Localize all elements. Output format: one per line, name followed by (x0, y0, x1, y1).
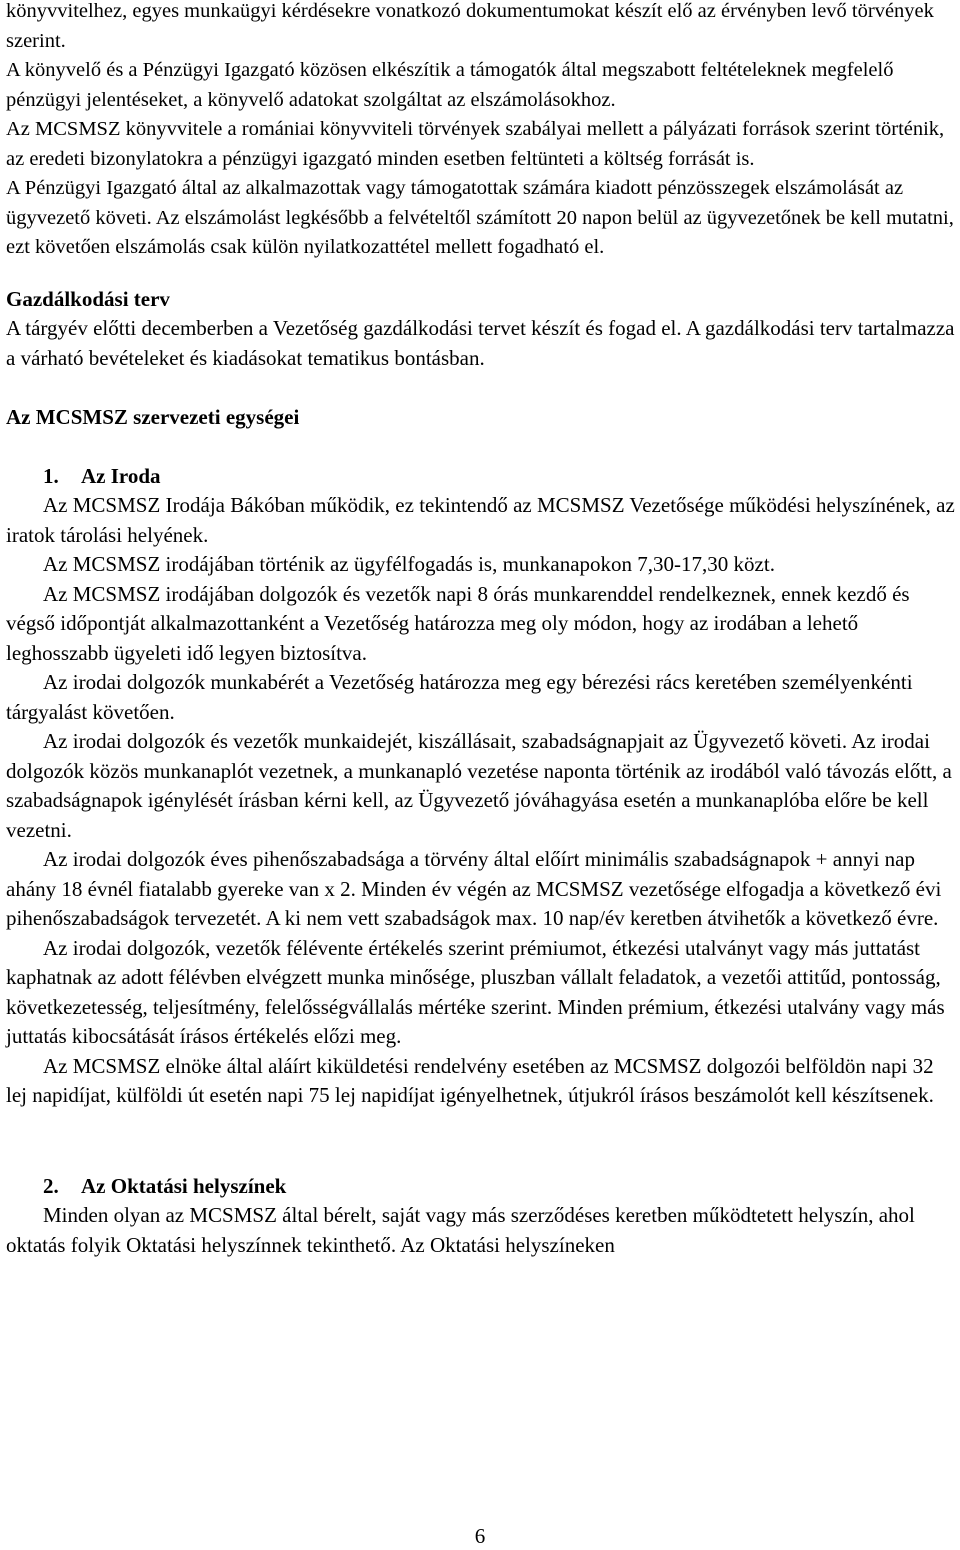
office-title: Az Iroda (81, 463, 161, 488)
units-heading: Az MCSMSZ szervezeti egységei (6, 405, 300, 429)
education-title: Az Oktatási helyszínek (81, 1173, 287, 1198)
intro-paragraph-reports: A könyvelő és a Pénzügyi Igazgató közösen elkészítik a támogatók által megszabott feltételeknek megfelelő pénzügyi jelentéseket, a könyvelő adatokat szolgáltat az elszámolásokhoz. (6, 59, 894, 111)
budget-heading: Gazdálkodási terv (6, 286, 170, 311)
education-heading (6, 1172, 956, 1202)
education-paragraph: Minden olyan az MCSMSZ által bérelt, saját vagy más szerződéses keretben működtetett helyszín, ahol oktatás folyik Oktatási helyszínnek tekinthető. Az Oktatási helyszíneken (6, 1203, 915, 1257)
intro-paragraph-bookkeeping: Az MCSMSZ könyvvitele a romániai könyvviteli törvények szabályai mellett a pályázati források szerint történik, az eredeti bizonylatokra a pénzügyi igazgató minden esetben feltünteti a költség forrását is. (6, 118, 945, 170)
office-heading (6, 462, 956, 492)
budget-paragraph: A tárgyév előtti decemberben a Vezetőség gazdálkodási tervet készít és fogad el. A gazdálkodási terv tartalmazza a várható bevételeket és kiadásokat tematikus bontásban. (6, 316, 955, 370)
office-section (6, 491, 956, 1111)
office-paragraph-hours: Az MCSMSZ irodájában történik az ügyfélfogadás is, munkanapokon 7,30-17,30 közt. (43, 552, 775, 576)
office-paragraph-location: Az MCSMSZ Irodája Bákóban működik, ez tekintendő az MCSMSZ Vezetősége működési helyszínének, az iratok tárolási helyének. (6, 493, 955, 547)
page-number: 6 (474, 1524, 486, 1548)
office-paragraph-salary: Az irodai dolgozók munkabérét a Vezetőség határozza meg egy bérezési rács keretében személyenkénti tárgyalást követően. (6, 670, 913, 724)
office-paragraph-per-diem: Az MCSMSZ elnöke által aláírt kiküldetési rendelvény esetében az MCSMSZ dolgozói belföldön napi 32 lej napidíjat, külföldi út esetén napi 75 lej napidíjat igényelhetnek, útjukról írásos beszámolót kell készítsenek. (6, 1053, 934, 1107)
office-number: 1. (43, 463, 59, 488)
office-paragraph-leave: Az irodai dolgozók éves pihenőszabadsága a törvény által előírt minimális szabadságnapok + annyi nap ahány 18 évnél fiatalabb gyereke van x 2. Minden év végén az MCSMSZ vezetősége elfogadja a következő évi pihenőszabadságok tervezetét. A ki nem vett szabadságok max. 10 nap/év keretben átvihetők a következő évre. (6, 847, 942, 930)
document-page (6, 0, 956, 1260)
education-number: 2. (43, 1173, 59, 1198)
intro-paragraph-settlement: A Pénzügyi Igazgató által az alkalmazottak vagy támogatottak számára kiadott pénzösszegek elszámolását az ügyvezető követi. Az elszámolást legkésőbb a felvételtől számított 20 napon belül az ügyvezetőnek be kell mutatni, ezt követően elszámolás csak külön nyilatkozattétel mellett fogadható el. (6, 177, 954, 258)
office-paragraph-bonus: Az irodai dolgozók, vezetők félévente értékelés szerint prémiumot, étkezési utalványt vagy más juttatást kaphatnak az adott félévben elvégzett munka minősége, pluszban vállalt feladatok, a vezetői attitűd, pontosság, következetesség, teljesítmény, felelősségvállalás mértéke szerint. Minden prémium, étkezési utalvány vagy más juttatás kibocsátását írásos értékelés előzi meg. (6, 935, 945, 1048)
office-paragraph-schedule: Az MCSMSZ irodájában dolgozók és vezetők napi 8 órás munkarenddel rendelkeznek, ennek kezdő és végső időpontját alkalmazottanként a Vezetőség határozza meg oly módon, hogy az irodában a lehető leghosszabb ügyeleti idő legyen biztosítva. (6, 581, 910, 665)
office-paragraph-worklog: Az irodai dolgozók és vezetők munkaidejét, kiszállásait, szabadságnapjait az Ügyvezető követi. Az irodai dolgozók közös munkanaplót vezetnek, a munkanapló vezetése naponta történik az irodából való távozás előtt, a szabadságnapok igénylését írásban kérni kell, az Ügyvezető jóváhagyása esetén a munkanaplóba előre be kell vezetni. (6, 729, 952, 842)
intro-paragraph-continuation: könyvvitelhez, egyes munkaügyi kérdésekre vonatkozó dokumentumokat készít elő az érvényben levő törvények szerint. (6, 0, 934, 52)
